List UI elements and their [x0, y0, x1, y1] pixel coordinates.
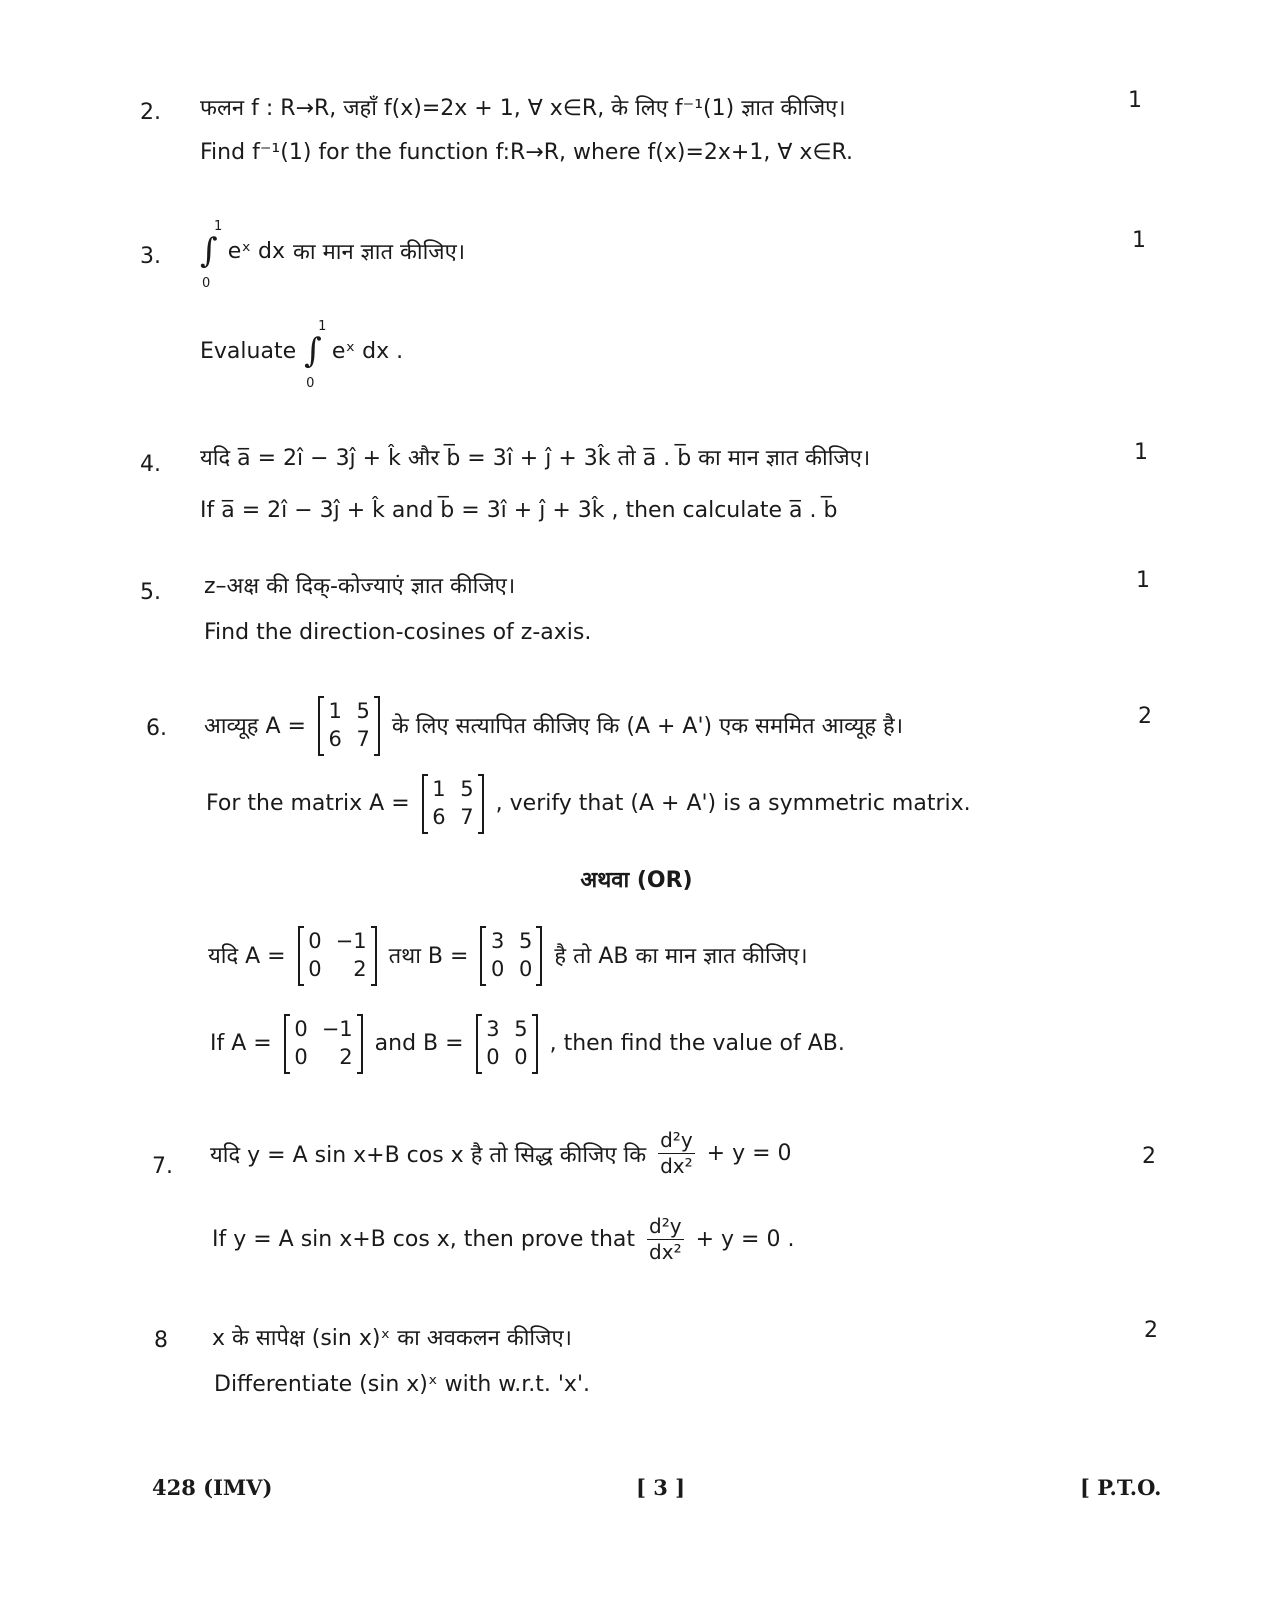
- english-tail: , verify that (A + A') is a symmetric matrix.: [495, 790, 971, 816]
- english-head: If y = A sin x+B cos x, then prove that: [212, 1227, 636, 1252]
- english-head: For the matrix A =: [206, 790, 410, 816]
- integrand: eˣ dx: [227, 238, 285, 264]
- question-hindi: [210, 1130, 792, 1177]
- question-marks: 1: [1132, 228, 1146, 253]
- question-number: 8: [154, 1328, 168, 1353]
- question-english: Differentiate (sin x)ˣ with w.r.t. 'x'.: [214, 1372, 590, 1397]
- derivative-fraction: $\frac{\text{d²y}}{\text{dx²}}$: [649, 1214, 682, 1264]
- question-hindi: यदि a̅ = 2î − 3ĵ + k̂ और b̅ = 3î + ĵ + 3k̂ तो a̅ . b̅ का मान ज्ञात कीजिए।: [200, 446, 871, 471]
- question-hindi: [204, 696, 903, 754]
- or-english-mid: and B =: [374, 1030, 464, 1056]
- question-number: 6.: [146, 716, 167, 741]
- hindi-tail: के लिए सत्यापित कीजिए कि (A + A') एक सममित आव्यूह है।: [391, 714, 904, 739]
- equation-tail: + y = 0: [706, 1141, 792, 1166]
- question-number: 2.: [140, 100, 161, 125]
- question-marks: 1: [1136, 568, 1150, 593]
- matrix-a: 0 −1 0 2: [298, 926, 377, 984]
- matrix-a: 1 5 6 7: [318, 696, 380, 754]
- question-hindi: [200, 219, 466, 291]
- integral-sign: ∫ 1 0: [304, 319, 327, 391]
- question-english: Find the direction-cosines of z-axis.: [204, 620, 592, 645]
- matrix-a: 0 −1 0 2: [284, 1014, 363, 1072]
- question-marks: 1: [1128, 88, 1142, 113]
- question-hindi: x के सापेक्ष (sin x)ˣ का अवकलन कीजिए।: [212, 1326, 572, 1351]
- matrix-b: 3 5 0 0: [476, 1014, 538, 1072]
- or-hindi-head: यदि A =: [208, 944, 286, 969]
- question-number: 3.: [140, 244, 161, 269]
- question-english: [212, 1216, 794, 1263]
- or-hindi-mid: तथा B =: [388, 944, 469, 969]
- or-english: [210, 1014, 845, 1072]
- or-english-tail: , then find the value of AB.: [549, 1030, 845, 1056]
- question-english: [206, 774, 971, 832]
- integrand: eˣ dx .: [331, 338, 404, 364]
- matrix-b: 3 5 0 0: [480, 926, 542, 984]
- hindi-tail: का मान ज्ञात कीजिए।: [293, 240, 466, 265]
- or-separator: अथवा (OR): [580, 868, 693, 893]
- question-english: Find f⁻¹(1) for the function f:R→R, where f(x)=2x+1, ∀ x∈R.: [200, 140, 854, 165]
- question-number: 7.: [152, 1154, 173, 1179]
- english-head: Evaluate: [200, 338, 297, 364]
- question-number: 5.: [140, 580, 161, 605]
- hindi-head: यदि y = A sin x+B cos x है तो सिद्ध कीजिए कि: [210, 1142, 647, 1168]
- or-english-head: If A =: [210, 1030, 272, 1056]
- question-english: If a̅ = 2î − 3ĵ + k̂ and b̅ = 3î + ĵ + 3k̂ , then calculate a̅ . b̅: [200, 498, 838, 523]
- question-hindi: z–अक्ष की दिक्-कोज्याएं ज्ञात कीजिए।: [204, 574, 516, 599]
- english-tail: + y = 0 .: [695, 1227, 795, 1252]
- question-marks: 1: [1134, 440, 1148, 465]
- integral-sign: ∫ 1 0: [200, 219, 223, 291]
- question-marks: 2: [1138, 704, 1152, 729]
- question-number: 4.: [140, 452, 161, 477]
- pto-label: [ P.T.O.: [1080, 1475, 1162, 1500]
- question-marks: 2: [1144, 1318, 1158, 1343]
- or-hindi-tail: है तो AB का मान ज्ञात कीजिए।: [554, 944, 808, 969]
- paper-code: 428 (IMV): [152, 1475, 273, 1500]
- question-marks: 2: [1142, 1144, 1156, 1169]
- derivative-fraction: $\frac{\text{d²y}}{\text{dx²}}$: [660, 1128, 693, 1178]
- page-number: [ 3 ]: [636, 1475, 686, 1500]
- matrix-a: 1 5 6 7: [422, 774, 484, 832]
- question-hindi: फलन f : R→R, जहाँ f(x)=2x + 1, ∀ x∈R, के लिए f⁻¹(1) ज्ञात कीजिए।: [200, 96, 846, 121]
- question-english: [200, 319, 404, 391]
- hindi-head: आव्यूह A =: [204, 714, 306, 739]
- or-hindi: [208, 926, 808, 984]
